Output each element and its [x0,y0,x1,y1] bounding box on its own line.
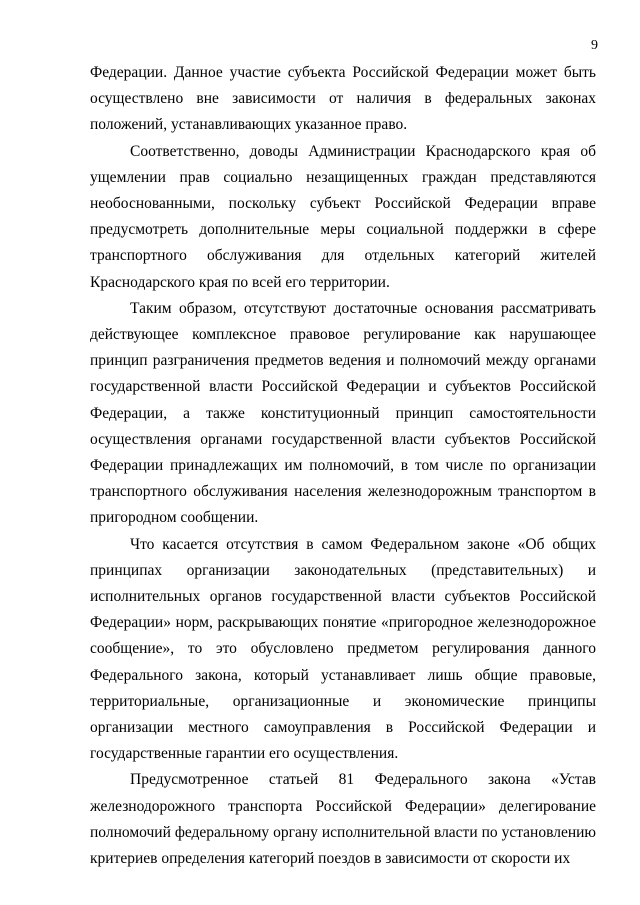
paragraph-accordingly: Соответственно, доводы Администрации Краснодарского края об ущемлении прав социально незащищенных граждан представляются необоснованными, поскольку субъект Российской Федерации вправе предусмотреть дополнительные меры социальной поддержки в сфере транспортного обслуживания для отдельных категорий жителей Краснодарского края по всей его территории. [90,142,596,291]
paragraph-continuation: Федерации. Данное участие субъекта Российской Федерации может быть осуществлено вне зависимости от наличия в федеральных законах положений, устанавливающих указанное право. [90,64,596,134]
paragraph-delegation: Предусмотренное статьей 81 Федерального закона «Устав железнодорожного транспорта Российской Федерации» делегирование полномочий федеральному органу исполнительной власти по установлению критериев определения категорий поездов в зависимости от скорости их [90,771,596,868]
paragraph-thus: Таким образом, отсутствуют достаточные основания рассматривать действующее комплексное правовое регулирование как нарушающее принцип разграничения предметов ведения и полномочий между органами государственной власти Российской Федерации и субъектов Российской Федерации, а также конституционный принцип самостоятельности осуществления органами государственной власти субъектов Российской Федерации принадлежащих им полномочий, в том числе по организации транспортного обслуживания населения железнодорожным транспортом в пригородном сообщении. [90,299,596,527]
page-number: 9 [591,38,598,53]
paragraph-regarding-absence: Что касается отсутствия в самом Федеральном законе «Об общих принципах организации законодательных (представительных) и исполнительных органов государственной власти субъектов Российской Федерации» норм, раскрывающих понятие «пригородное железнодорожное сообщение», то это обусловлено предметом регулирования данного Федерального закона, который устанавливает лишь общие правовые, территориальные, организационные и экономические принципы организации местного самоуправления в Российской Федерации и государственные гарантии его осуществления. [90,535,596,763]
document-body [90,60,596,872]
